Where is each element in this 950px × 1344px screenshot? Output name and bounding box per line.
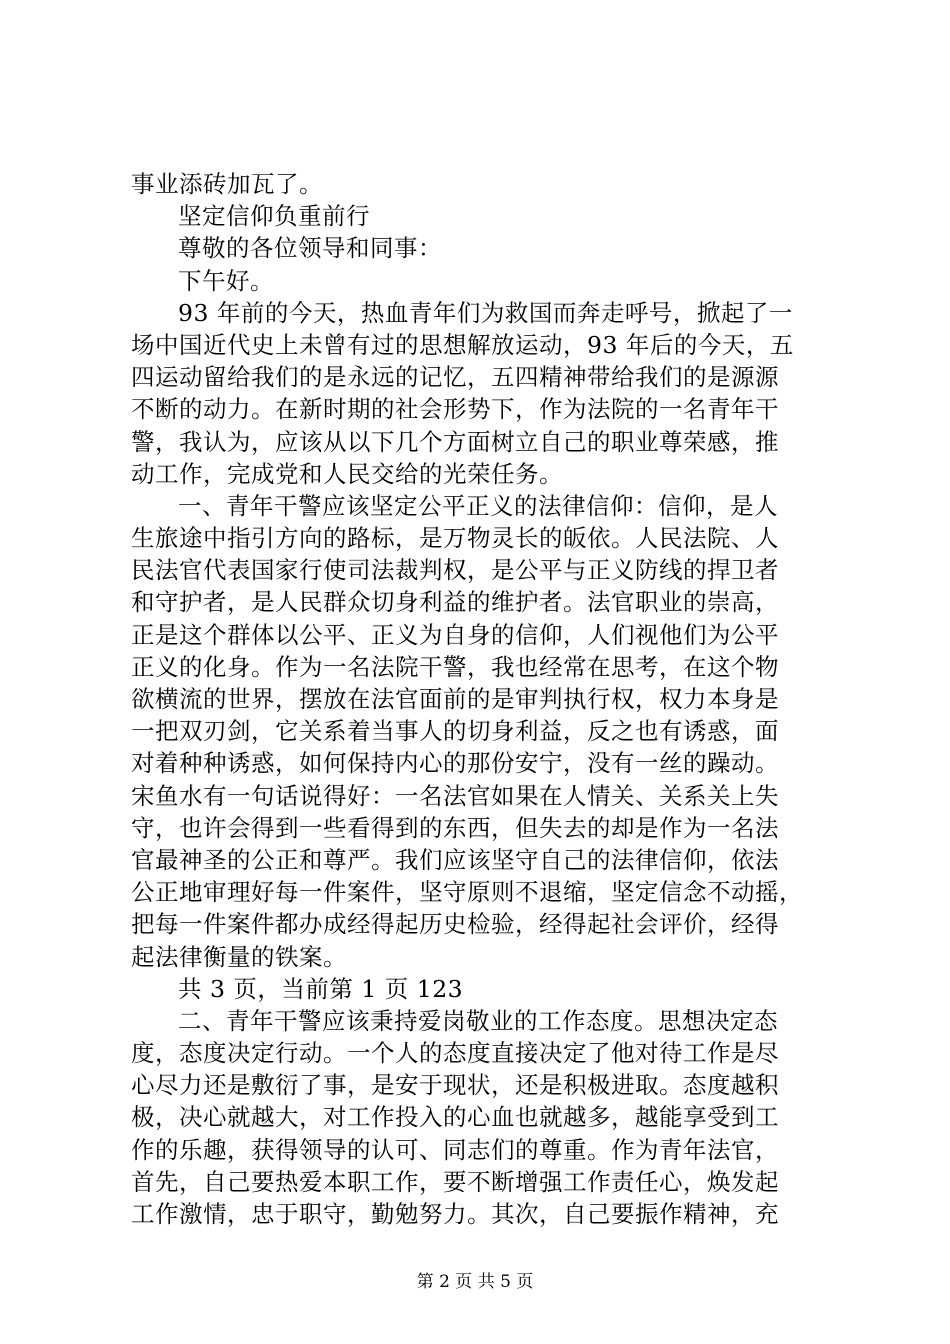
text-line: 正是这个群体以公平、正义为自身的信仰，人们视他们为公平 — [131, 620, 779, 649]
text-line: 度，态度决定行动。一个人的态度直接决定了他对待工作是尽 — [131, 1039, 779, 1068]
document-body — [131, 168, 831, 1230]
text-line: 起法律衡量的铁案。 — [131, 942, 347, 971]
text-line: 不断的动力。在新时期的社会形势下，作为法院的一名青年干 — [131, 395, 779, 424]
text-line: 尊敬的各位领导和同事： — [178, 234, 442, 263]
text-line: 工作激情，忠于职守，勤勉努力。其次，自己要振作精神，充 — [131, 1200, 779, 1228]
text-line: 公正地审理好每一件案件，坚守原则不退缩，坚定信念不动摇， — [131, 878, 803, 907]
text-line: 四运动留给我们的是永远的记忆，五四精神带给我们的是源源 — [131, 363, 779, 392]
text-line: 事业添砖加瓦了。 — [131, 170, 323, 198]
text-line: 心尽力还是敷衍了事，是安于现状，还是积极进取。态度越积 — [131, 1071, 779, 1100]
text-line: 坚定信仰负重前行 — [178, 202, 370, 231]
text-line: 宋鱼水有一句话说得好：一名法官如果在人情关、关系关上失 — [131, 781, 779, 810]
text-line: 93 年前的今天，热血青年们为救国而奔走呼号，掀起了一 — [178, 298, 793, 327]
text-line: 警，我认为，应该从以下几个方面树立自己的职业尊荣感，推 — [131, 427, 779, 456]
text-line: 作的乐趣，获得领导的认可、同志们的尊重。作为青年法官， — [131, 1135, 779, 1164]
text-line: 首先，自己要热爱本职工作，要不断增强工作责任心，焕发起 — [131, 1167, 779, 1196]
text-line: 一把双刃剑，它关系着当事人的切身利益，反之也有诱惑，面 — [131, 717, 779, 746]
text-line: 场中国近代史上未曾有过的思想解放运动，93 年后的今天，五 — [131, 330, 794, 359]
text-line: 民法官代表国家行使司法裁判权，是公平与正义防线的捍卫者 — [131, 556, 779, 585]
text-line: 欲横流的世界，摆放在法官面前的是审判执行权，权力本身是 — [131, 685, 779, 713]
text-line: 守，也许会得到一些看得到的东西，但失去的却是作为一名法 — [131, 813, 779, 842]
text-line: 二、青年干警应该秉持爱岗敬业的工作态度。思想决定态 — [178, 1006, 778, 1035]
text-line: 动工作，完成党和人民交给的光荣任务。 — [131, 459, 563, 488]
text-line: 对着种种诱惑，如何保持内心的那份安宁，没有一丝的躁动。 — [131, 749, 779, 778]
text-line: 正义的化身。作为一名法院干警，我也经常在思考，在这个物 — [131, 652, 779, 681]
text-line: 共 3 页，当前第 1 页 123 — [178, 974, 464, 1003]
text-line: 把每一件案件都办成经得起历史检验，经得起社会评价，经得 — [131, 910, 779, 939]
text-line: 一、青年干警应该坚定公平正义的法律信仰：信仰，是人 — [178, 491, 778, 520]
page-footer: 第 2 页 共 5 页 — [416, 1272, 534, 1292]
text-line: 下午好。 — [178, 266, 274, 295]
text-line: 官最神圣的公正和尊严。我们应该坚守自己的法律信仰，依法 — [131, 845, 779, 874]
text-line: 极，决心就越大，对工作投入的心血也就越多，越能享受到工 — [131, 1103, 779, 1132]
text-line: 生旅途中指引方向的路标，是万物灵长的皈依。人民法院、人 — [131, 524, 779, 553]
text-line: 和守护者，是人民群众切身利益的维护者。法官职业的崇高， — [131, 588, 779, 617]
